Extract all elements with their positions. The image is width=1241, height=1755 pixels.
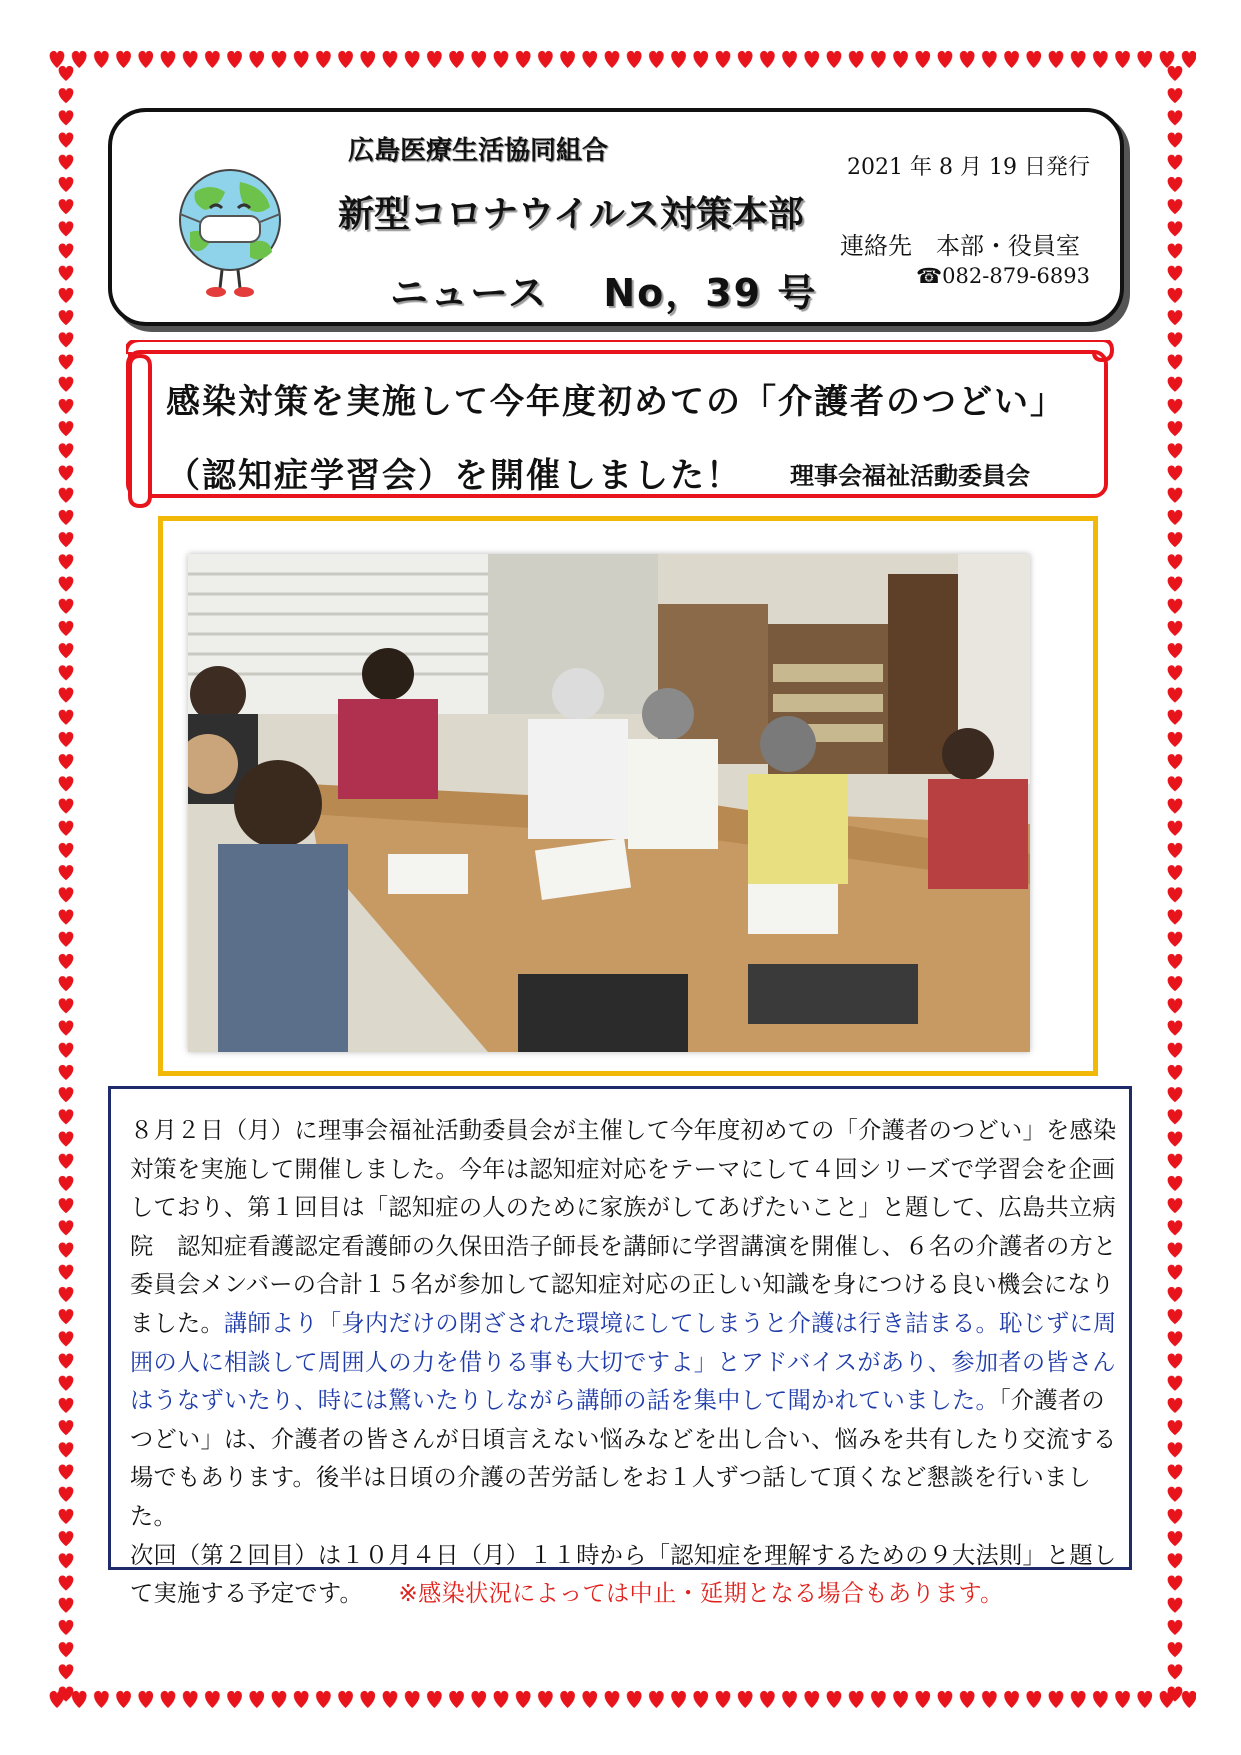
article-body xyxy=(130,1112,1120,1614)
article-continuation-text: 「介護者のつどい」は、介護者の皆さんが日頃言えない悩みなどを出し合い、悩みを共有したり交流する場でもあります。後半は日頃の介護の苦労話しをお１人ずつ話して頂くなど懇談を行いました。 xyxy=(130,1387,1117,1530)
meeting-photo xyxy=(188,554,1030,1052)
hq-name: 新型コロナウイルス対策本部 xyxy=(338,194,804,235)
phone-number: ☎082-879-6893 xyxy=(916,264,1090,288)
contact-label: 連絡先 本部・役員室 xyxy=(840,232,1080,260)
earth-mascot-with-mask-icon xyxy=(170,162,290,302)
heart-border-top xyxy=(0,40,1241,80)
issue-date: 2021 年 8 月 19 日発行 xyxy=(847,155,1090,180)
news-number: ニュース No，39 号 xyxy=(390,271,818,315)
heart-border-left xyxy=(46,0,86,1755)
heart-border-right xyxy=(1155,0,1195,1755)
article-paragraph-2 xyxy=(130,1537,1120,1614)
article-paragraph-1 xyxy=(130,1112,1120,1537)
cancellation-notice-text: ※感染状況によっては中止・延期となる場合もあります。 xyxy=(398,1580,1004,1608)
title-line-1: 感染対策を実施して今年度初めての「介護者のつどい」 xyxy=(166,382,1066,422)
article-intro-text: ８月２日（月）に理事会福祉活動委員会が主催して今年度初めての「介護者のつどい」を感染対策を実施して開催しました。今年は認知症対応をテーマにして４回シリーズで学習会を企画しており、第１回目は「認知症の人のために家族がしてあげたいこと」と題して、広島共立病院 認知症看護認定看護師の久保田浩子師長を講師に学習講演を開催し、６名の介護者の方と委員会メンバーの合計１５名が参加して認知症対応の正しい知識を身につける良い機会になりました。 xyxy=(130,1117,1117,1337)
title-line-2: （認知症学習会）を開催しました！ xyxy=(166,456,742,496)
next-session-text: 次回（第２回目）は１０月４日（月）１１時から「認知症を理解するための９大法則」と題して実施する予定です。 xyxy=(130,1541,1117,1608)
committee-name: 理事会福祉活動委員会 xyxy=(790,462,1030,490)
heart-border-bottom xyxy=(0,1680,1241,1720)
org-name: 広島医療生活協同組合 xyxy=(348,136,609,166)
lecturer-quote-text: 講師より「身内だけの閉ざされた環境にしてしまうと介護は行き詰まる。恥じずに周囲の人に相談して周囲人の力を借りる事も大切ですよ」とアドバイスがあり、参加者の皆さんはうなずいたり、時には驚いたりしながら講師の話を集中して聞かれていました。 xyxy=(130,1309,1117,1415)
